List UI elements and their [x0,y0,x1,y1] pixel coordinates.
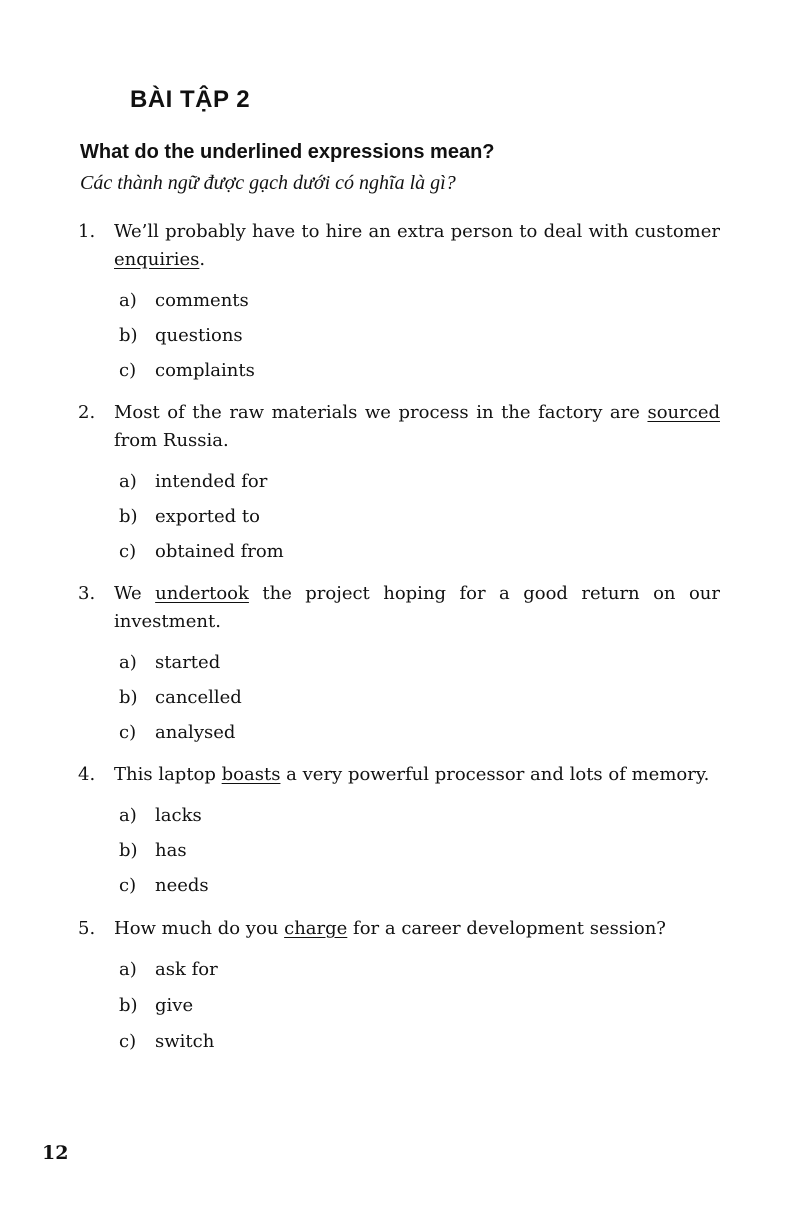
option-1a [119,287,249,315]
stem-text: . [199,249,206,270]
option-5b [119,992,193,1020]
option-1b [119,322,243,350]
stem-text: How much do you [114,918,285,939]
option-4c [119,872,209,900]
question-1 [78,218,720,274]
option-letter: c) [119,541,137,562]
stem-text: a very powerful processor and lots of memory. [280,764,710,785]
underlined-expression: undertook [155,583,249,604]
question-5 [78,915,720,943]
option-letter: b) [119,840,138,861]
option-letter: a) [119,652,137,673]
question-stem [114,915,720,943]
option-5c [119,1028,214,1056]
question-stem [114,580,720,636]
option-letter: c) [119,875,137,896]
option-text: questions [155,325,243,346]
exercise-heading: BÀI TẬP 2 [130,86,251,113]
question-3 [78,580,720,636]
option-text: needs [155,875,209,896]
option-letter: b) [119,506,138,527]
option-letter: c) [119,722,137,743]
question-number: 5. [78,918,96,939]
stem-text: We’ll probably have to hire an extra person to deal with customer [114,221,720,242]
option-text: exported to [155,506,260,527]
option-2c [119,538,284,566]
option-2a [119,468,267,496]
question-stem [114,399,720,455]
option-3a [119,649,220,677]
question-4 [78,761,720,789]
option-3b [119,684,242,712]
instruction-english: What do the underlined expressions mean? [80,141,495,163]
question-number: 1. [78,221,96,242]
underlined-expression: enquiries [114,249,200,270]
underlined-expression: sourced [647,402,720,423]
option-text: complaints [155,360,255,381]
option-text: cancelled [155,687,242,708]
stem-text: for a career development session? [347,918,666,939]
option-text: obtained from [155,541,284,562]
option-letter: c) [119,360,137,381]
option-letter: b) [119,995,138,1016]
option-letter: c) [119,1031,137,1052]
option-5a [119,956,218,984]
option-letter: a) [119,805,137,826]
stem-text: We [114,583,156,604]
question-number: 4. [78,764,96,785]
instruction-vietnamese: Các thành ngữ được gạch dưới có nghĩa là gì? [80,172,456,194]
option-4b [119,837,187,865]
question-number: 3. [78,583,96,604]
option-text: has [155,840,187,861]
option-text: switch [155,1031,215,1052]
option-text: lacks [155,805,202,826]
stem-text: the project hoping for a good return on our investment. [114,583,720,632]
stem-text: from Russia. [114,430,229,451]
stem-text: Most of the raw materials we process in the factory are [114,402,648,423]
page-number: 12 [42,1142,69,1164]
stem-text: This laptop [114,764,222,785]
option-1c [119,357,255,385]
option-text: intended for [155,471,268,492]
question-stem [114,761,720,789]
option-letter: b) [119,687,138,708]
question-stem [114,218,720,274]
option-letter: a) [119,471,137,492]
option-text: give [155,995,194,1016]
option-letter: a) [119,959,137,980]
option-2b [119,503,260,531]
option-3c [119,719,235,747]
option-text: started [155,652,221,673]
question-2 [78,399,720,455]
underlined-expression: boasts [221,764,281,785]
option-4a [119,802,202,830]
option-letter: b) [119,325,138,346]
option-text: analysed [155,722,236,743]
option-letter: a) [119,290,137,311]
question-number: 2. [78,402,96,423]
option-text: comments [155,290,249,311]
option-text: ask for [155,959,218,980]
underlined-expression: charge [284,918,348,939]
